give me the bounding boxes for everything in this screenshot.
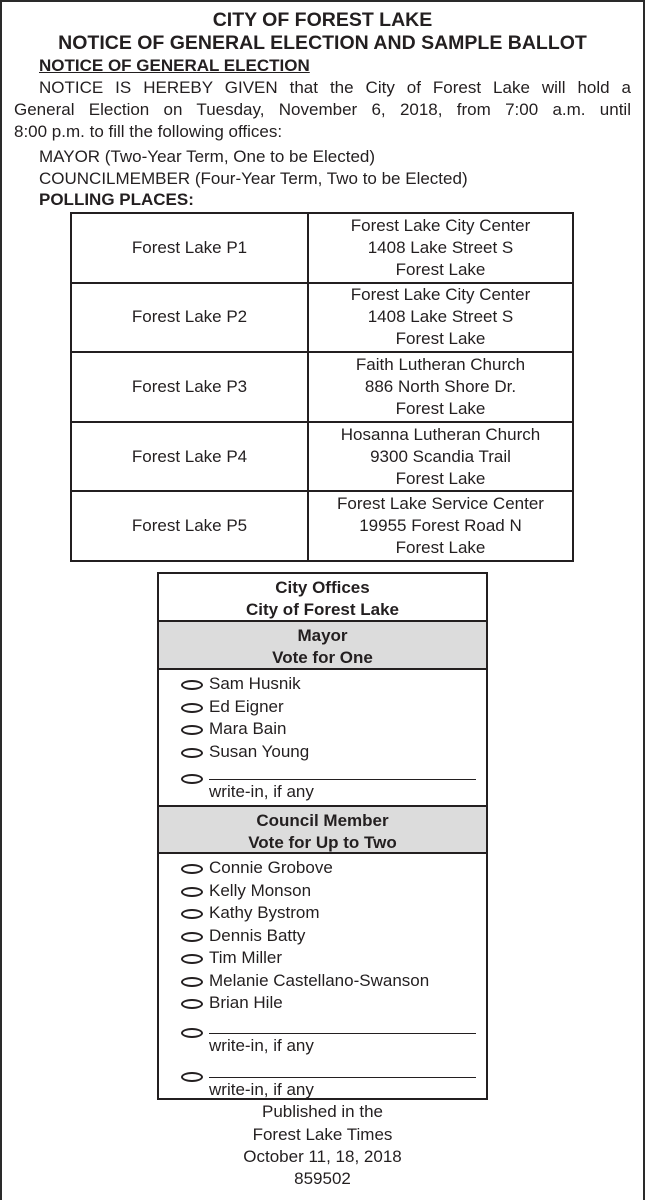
candidate-name: Melanie Castellano-Swanson — [209, 970, 430, 990]
footer-line: Forest Lake Times — [252, 1125, 393, 1144]
candidate-name: Kathy Bystrom — [209, 903, 320, 922]
location-line: 19955 Forest Road N — [359, 516, 522, 536]
candidate-option[interactable] — [181, 970, 486, 993]
council-race-header — [159, 807, 486, 854]
notice-subtitle: NOTICE OF GENERAL ELECTION AND SAMPLE BALLOT — [58, 32, 587, 54]
vote-oval-icon[interactable] — [181, 954, 203, 964]
candidate-name: Ed Eigner — [209, 696, 284, 716]
candidate-option[interactable] — [181, 925, 486, 948]
write-in-label: write-in, if any — [209, 1079, 314, 1099]
write-in-option[interactable] — [181, 767, 486, 811]
candidate-name: Sam Husnik — [209, 674, 301, 693]
notice-title: CITY OF FOREST LAKE — [212, 9, 433, 31]
polling-place-row — [71, 352, 573, 422]
location-cell — [308, 491, 573, 561]
candidate-option[interactable] — [181, 902, 486, 925]
candidate-name: Dennis Batty — [209, 925, 306, 945]
vote-oval-icon[interactable] — [181, 932, 203, 942]
paragraph-line: 8:00 p.m. to fill the following offices: — [14, 122, 283, 141]
vote-oval-icon[interactable] — [181, 703, 203, 713]
precinct-cell: Forest Lake P5 — [71, 491, 308, 561]
candidate-name: Kelly Monson — [209, 880, 312, 900]
write-in-option[interactable] — [181, 1021, 486, 1065]
location-line: Forest Lake — [395, 329, 486, 349]
section-heading: NOTICE OF GENERAL ELECTION — [39, 56, 310, 75]
polling-place-row — [71, 283, 573, 353]
ballot-header-line: City of Forest Lake — [245, 600, 400, 619]
precinct-cell: Forest Lake P4 — [71, 422, 308, 492]
vote-oval-icon[interactable] — [181, 680, 203, 690]
location-cell — [308, 213, 573, 283]
location-line: Forest Lake City Center — [350, 285, 531, 305]
write-in-line[interactable] — [209, 1033, 476, 1034]
vote-oval-icon[interactable] — [181, 909, 203, 919]
vote-oval-icon[interactable] — [181, 887, 203, 897]
polling-place-row — [71, 422, 573, 492]
location-cell — [308, 352, 573, 422]
location-line: 1408 Lake Street S — [367, 237, 514, 257]
write-in-label: write-in, if any — [209, 782, 314, 801]
race-title: Council Member — [256, 811, 389, 830]
location-line: Hosanna Lutheran Church — [340, 424, 541, 444]
vote-oval-icon[interactable] — [181, 999, 203, 1009]
location-line: Faith Lutheran Church — [355, 354, 526, 374]
candidate-option[interactable] — [181, 947, 486, 970]
vote-oval-icon[interactable] — [181, 748, 203, 758]
write-in-line[interactable] — [209, 779, 476, 780]
location-line: 1408 Lake Street S — [367, 307, 514, 327]
paragraph-line: General Election on Tuesday, November 6, 2018, from 7:00 a.m. until — [14, 100, 631, 119]
candidate-option[interactable] — [181, 718, 486, 741]
polling-heading: POLLING PLACES: — [39, 190, 194, 209]
candidate-option[interactable] — [181, 741, 486, 764]
location-line: Forest Lake — [395, 259, 486, 279]
write-in-line[interactable] — [209, 1077, 476, 1078]
vote-oval-icon[interactable] — [181, 725, 203, 735]
vote-oval-icon[interactable] — [181, 1028, 203, 1038]
vote-oval-icon[interactable] — [181, 774, 203, 784]
location-line: Forest Lake — [395, 538, 486, 558]
office-mayor: MAYOR (Two-Year Term, One to be Elected) — [39, 147, 376, 166]
ballot-header-line: City Offices — [275, 578, 370, 597]
location-cell — [308, 422, 573, 492]
candidate-option[interactable] — [181, 673, 486, 696]
location-cell — [308, 283, 573, 353]
location-line: Forest Lake — [395, 468, 486, 488]
candidate-name: Connie Grobove — [209, 858, 333, 877]
office-council: COUNCILMEMBER (Four-Year Term, Two to be Elected) — [39, 169, 468, 188]
candidate-option[interactable] — [181, 857, 486, 880]
mayor-race-header — [159, 622, 486, 670]
ballot-header — [159, 574, 486, 622]
candidate-name: Brian Hile — [209, 993, 283, 1012]
vote-oval-icon[interactable] — [181, 864, 203, 874]
location-line: Forest Lake City Center — [350, 215, 531, 235]
location-line: Forest Lake — [395, 398, 486, 418]
mayor-candidates — [159, 670, 486, 807]
candidate-option[interactable] — [181, 992, 486, 1015]
location-line: Forest Lake Service Center — [337, 494, 544, 514]
paragraph-line: NOTICE IS HEREBY GIVEN that the City of Forest Lake will hold a — [39, 78, 631, 97]
candidate-name: Susan Young — [209, 741, 310, 761]
candidate-option[interactable] — [181, 696, 486, 719]
race-title: Mayor — [297, 626, 348, 645]
vote-oval-icon[interactable] — [181, 977, 203, 987]
write-in-label: write-in, if any — [209, 1035, 314, 1055]
race-instruction: Vote for One — [272, 648, 373, 667]
candidate-option[interactable] — [181, 880, 486, 903]
location-line: 9300 Scandia Trail — [370, 446, 511, 466]
candidate-name: Tim Miller — [209, 948, 283, 967]
polling-place-row — [71, 213, 573, 283]
council-candidates — [159, 854, 486, 1109]
vote-oval-icon[interactable] — [181, 1072, 203, 1082]
sample-ballot — [157, 572, 488, 1100]
footer-line: October 11, 18, 2018 — [243, 1147, 402, 1166]
footer-line: Published in the — [262, 1102, 383, 1121]
precinct-cell: Forest Lake P3 — [71, 352, 308, 422]
polling-place-row — [71, 491, 573, 561]
polling-places-table — [70, 212, 574, 562]
precinct-cell: Forest Lake P1 — [71, 213, 308, 283]
footer-line: 859502 — [294, 1169, 351, 1188]
precinct-cell: Forest Lake P2 — [71, 283, 308, 353]
candidate-name: Mara Bain — [209, 719, 287, 738]
location-line: 886 North Shore Dr. — [364, 376, 517, 396]
race-instruction: Vote for Up to Two — [248, 833, 397, 852]
